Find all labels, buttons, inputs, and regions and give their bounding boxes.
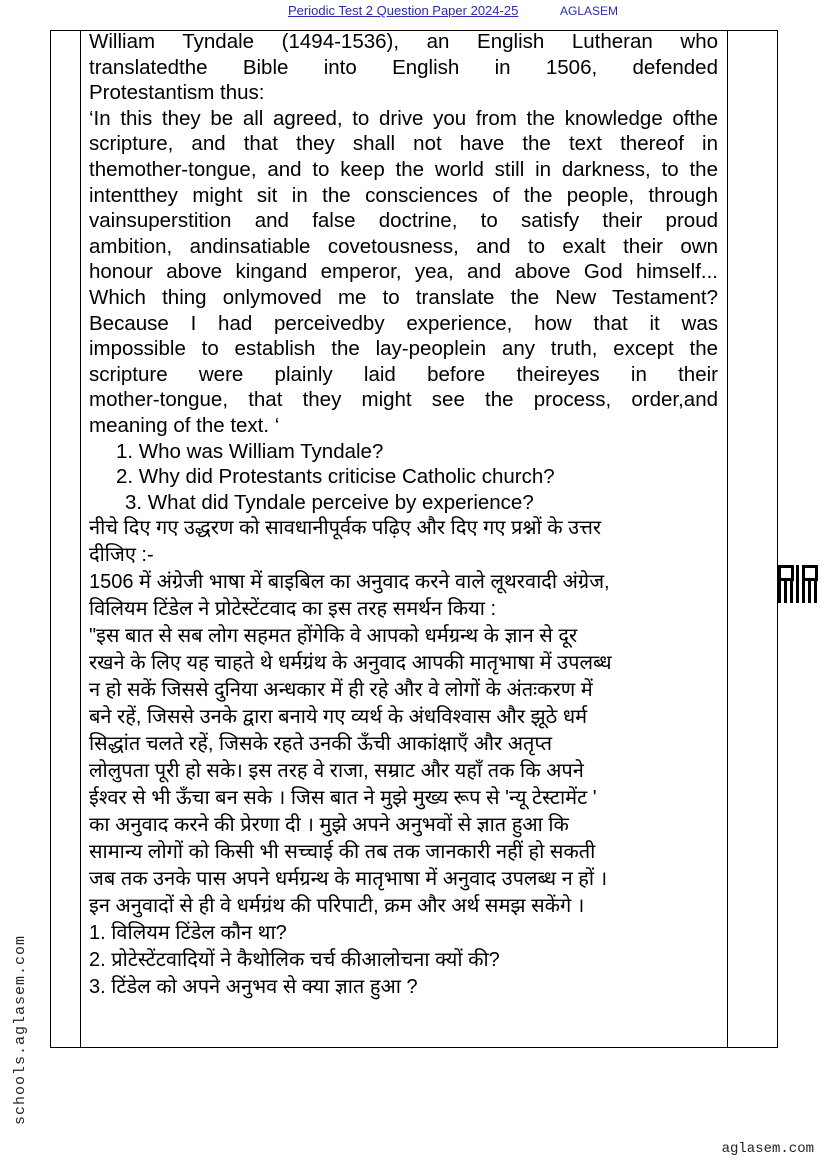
passage-line: mother-tongue, that they might see the process, order,and [89, 388, 718, 412]
passage-line: impossible to establish the lay-peoplein any truth, except the [89, 337, 718, 361]
table-border-left [50, 30, 51, 1048]
passage-line: विलियम टिंडेल ने प्रोटेस्टेंटवाद का इस तरह समर्थन किया : [89, 598, 497, 621]
table-border-marks [727, 30, 728, 1048]
table-bottom-border [50, 1047, 777, 1048]
question-item: 1. विलियम टिंडेल कौन था? [89, 922, 287, 945]
qr-code [778, 565, 818, 603]
header-watermark: AGLASEM [560, 4, 619, 18]
question-item: 3. What did Tyndale perceive by experience? [125, 490, 534, 514]
passage-line: meaning of the text. ‘ [89, 413, 280, 437]
passage-line: Which thing onlymoved me to translate the New Testament? [89, 285, 718, 309]
passage-line: सिद्धांत चलते रहें, जिसके रहते उनकी ऊँची आकांक्षाएँ और अतृप्त [89, 733, 553, 756]
passage-line: लोलुपता पूरी हो सके। इस तरह वे राजा, सम्राट और यहाँ तक कि अपने [89, 760, 584, 783]
table-border-qno [80, 30, 81, 1048]
passage-line: honour above kingand emperor, yea, and above God himself... [89, 260, 718, 284]
table-border-right [777, 30, 778, 1048]
english-passage [89, 29, 718, 439]
question-content [89, 29, 718, 1001]
passage-line: इन अनुवादों से ही वे धर्मग्रंथ की परिपाटी, क्रम और अर्थ समझ सकेंगे । [89, 895, 585, 918]
passage-line: रखने के लिए यह चाहते थे धर्मग्रंथ के अनुवाद आपकी मातृभाषा में उपलब्ध [89, 652, 612, 675]
passage-line: translatedthe Bible into English in 1506, defended [89, 55, 718, 79]
passage-line: Because I had perceivedby experience, how that it was [89, 311, 718, 335]
passage-line: ‘In this they be all agreed, to drive you from the knowledge ofthe [89, 106, 718, 130]
passage-line: ambition, andinsatiable covetousness, and to exalt their own [89, 234, 718, 258]
passage-line: vainsuperstition and false doctrine, to satisfy their proud [89, 209, 718, 233]
passage-line: जब तक उनके पास अपने धर्मग्रन्थ के मातृभाषा में अनुवाद उपलब्ध न हों । [89, 868, 608, 891]
passage-line: बने रहें, जिससे उनके द्वारा बनाये गए व्यर्थ के अंधविश्वास और झूठे धर्म [89, 706, 588, 729]
question-item: 3. टिंडेल को अपने अनुभव से क्या ज्ञात हुआ ? [89, 976, 418, 999]
passage-line: Protestantism thus: [89, 81, 265, 105]
passage-line: scripture, and that they shall not have the text thereof in [89, 132, 718, 156]
passage-line: का अनुवाद करने की प्रेरणा दी । मुझे अपने अनुभवों से ज्ञात हुआ कि [89, 814, 569, 837]
passage-line: दीजिए :- [89, 544, 154, 567]
passage-line: ईश्वर से भी ऊँचा बन सके । जिस बात ने मुझे मुख्य रूप से 'न्यू टेस्टामेंट ' [89, 787, 597, 810]
question-item: 2. Why did Protestants criticise Catholic church? [116, 465, 555, 489]
hindi-questions [89, 920, 718, 1001]
passage-line: themother-tongue, and to keep the world still in darkness, to the [89, 157, 718, 181]
footer-watermark: aglasem.com [721, 1141, 814, 1157]
passage-line: scripture were plainly laid before theireyes in their [89, 362, 718, 386]
passage-line: 1506 में अंग्रेजी भाषा में बाइबिल का अनुवाद करने वाले लूथरवादी अंग्रेज, [89, 571, 610, 594]
passage-line: "इस बात से सब लोग सहमत होंगेकि वे आपको धर्मग्रन्थ के ज्ञान से दूर [89, 625, 578, 648]
english-questions [89, 439, 718, 516]
page-header: Periodic Test 2 Question Paper 2024-25 [288, 3, 519, 18]
side-watermark: schools.aglasem.com [12, 934, 29, 1125]
passage-line: सामान्य लोगों को किसी भी सच्चाई की तब तक जानकारी नहीं हो सकती [89, 841, 596, 864]
question-item: 2. प्रोटेस्टेंटवादियों ने कैथोलिक चर्च कीआलोचना क्यों की? [89, 949, 500, 972]
question-item: 1. Who was William Tyndale? [116, 439, 384, 463]
passage-line: न हो सकें जिससे दुनिया अन्धकार में ही रहे और वे लोगों के अंतःकरण में [89, 679, 593, 702]
passage-line: नीचे दिए गए उद्धरण को सावधानीपूर्वक पढ़िए और दिए गए प्रश्नों के उत्तर [89, 517, 602, 540]
hindi-passage [89, 515, 718, 920]
passage-line: William Tyndale (1494-1536), an English Lutheran who [89, 30, 718, 53]
passage-line: intentthey might sit in the consciences of the people, through [89, 183, 718, 207]
